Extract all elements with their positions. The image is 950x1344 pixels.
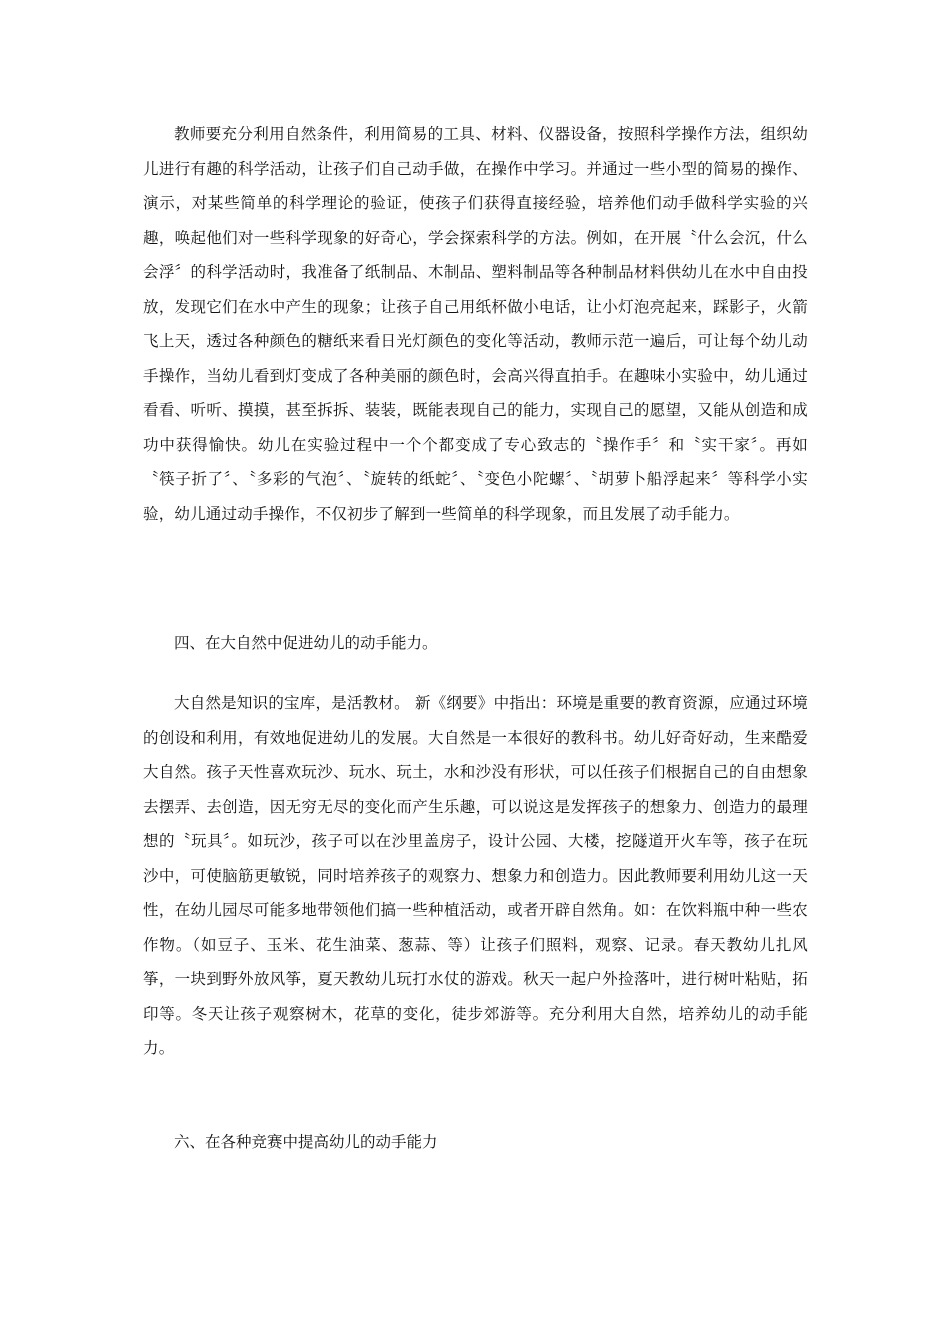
section-heading-nature: 四、在大自然中促进幼儿的动手能力。 [174, 634, 438, 652]
section-heading-competitions: 六、在各种竞赛中提高幼儿的动手能力 [174, 1133, 438, 1151]
body-paragraph-science-activities: 教师要充分利用自然条件，利用简易的工具、材料、仪器设备，按照科学操作方法，组织幼儿进行有趣的科学活动，让孩子们自己动手做，在操作中学习。并通过一些小型的简易的操作、演示，对某些简单的科学理论的验证，使孩子们获得直接经验，培养他们动手做科学实验的兴趣，唤起他们对一些科学现象的好奇心，学会探索科学的方法。例如，在开展〝什么会沉，什么会浮〞的科学活动时，我准备了纸制品、木制品、塑料制品等各种制品材料供幼儿在水中自由投放，发现它们在水中产生的现象；让孩子自己用纸杯做小电话，让小灯泡亮起来，踩影子，火箭飞上天，透过各种颜色的糖纸来看日光灯颜色的变化等活动，教师示范一遍后，可让每个幼儿动手操作，当幼儿看到灯变成了各种美丽的颜色时，会高兴得直拍手。在趣味小实验中，幼儿通过看看、听听、摸摸，甚至拆拆、装装，既能表现自己的能力，实现自己的愿望，又能从创造和成功中获得愉快。幼儿在实验过程中一个个都变成了专心致志的〝操作手〞和〝实干家〞。再如〝筷子折了〞、〝多彩的气泡〞、〝旋转的纸蛇〞、〝变色小陀螺〞、〝胡萝卜船浮起来〞等科学小实验，幼儿通过动手操作，不仅初步了解到一些简单的科学现象，而且发展了动手能力。 [143, 125, 808, 523]
body-paragraph-nature: 大自然是知识的宝库，是活教材。 新《纲要》中指出：环境是重要的教育资源，应通过环境的创设和利用，有效地促进幼儿的发展。大自然是一本很好的教科书。幼儿好奇好动，生来酷爱大自然。孩子天性喜欢玩沙、玩水、玩土，水和沙没有形状，可以任孩子们根据自己的自由想象去摆弄、去创造，因无穷无尽的变化而产生乐趣，可以说这是发挥孩子的想象力、创造力的最理想的〝玩具〞。如玩沙，孩子可以在沙里盖房子，设计公园、大楼，挖隧道开火车等，孩子在玩沙中，可使脑筋更敏锐，同时培养孩子的观察力、想象力和创造力。因此教师要利用幼儿这一天性，在幼儿园尽可能多地带领他们搞一些种植活动，或者开辟自然角。如：在饮料瓶中种一些农作物。（如豆子、玉米、花生油菜、葱蒜、等）让孩子们照料，观察、记录。春天教幼儿扎风筝，一块到野外放风筝，夏天教幼儿玩打水仗的游戏。秋天一起户外捡落叶，进行树叶粘贴，拓印等。冬天让孩子观察树木，花草的变化，徒步郊游等。充分利用大自然，培养幼儿的动手能力。 [143, 694, 808, 1057]
